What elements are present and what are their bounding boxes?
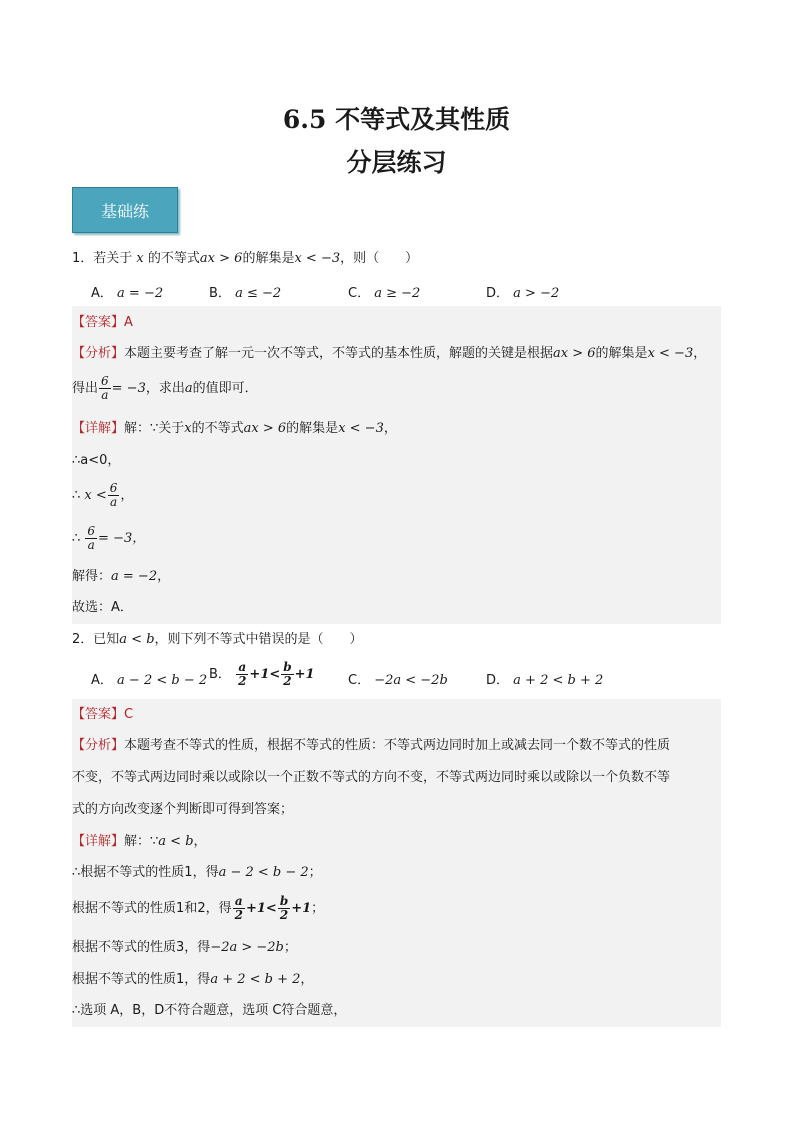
q1-step-2: ∴a<0， xyxy=(72,453,121,468)
q1-step-6: 故选：A． xyxy=(72,600,133,615)
section-label-basic: 基础练 xyxy=(72,187,178,233)
q2-analysis-line2: 不变，不等式两边同时乘以或除以一个正数不等式的方向不变，不等式两边同时乘以或除以一个负数不等 xyxy=(72,770,671,785)
q2-option-b: B． $\frac{a}{2}$ +1< $\frac{b}{2}$ +1 xyxy=(209,660,315,688)
q2-step-4: 根据不等式的性质3，得−2a > −2b； xyxy=(72,940,297,955)
question-1-stem: 1．若关于 x 的不等式ax > 6的解集是x < −3，则（ ） xyxy=(72,251,419,266)
q2-step-3: 根据不等式的性质1和2，得 $\frac{a}{2}$ +1< $\frac{b}{2}$ +1； xyxy=(72,894,325,922)
fraction-6-over-a: $\frac{6}{a}$ xyxy=(101,374,109,402)
page-title: 6.5 不等式及其性质 xyxy=(282,105,511,134)
q1-option-a: A． a = −2 xyxy=(91,286,164,301)
q1-step-4: ∴ $\frac{6}{a}$ = −3， xyxy=(72,524,146,552)
q2-option-a: A． a − 2 < b − 2 xyxy=(91,673,208,688)
question-2-stem: 2．已知a < b，则下列不等式中错误的是（ ） xyxy=(72,632,363,647)
page-subtitle: 分层练习 xyxy=(346,148,447,177)
q1-option-b: B． a ≤ −2 xyxy=(209,286,282,301)
q2-step-5: 根据不等式的性质1，得a + 2 < b + 2， xyxy=(72,972,314,987)
q1-step-5: 解得：a = −2， xyxy=(72,569,171,584)
q1-analysis-line2: 得出 $\frac{6}{a}$ = −3，求出a的值即可． xyxy=(72,374,258,402)
q2-step-2: ∴根据不等式的性质1，得a − 2 < b − 2； xyxy=(72,865,322,880)
q1-detail-line1: 【详解】解：∵关于x的不等式ax > 6的解集是x < −3， xyxy=(72,421,397,436)
q1-option-c: C． a ≥ −2 xyxy=(348,286,421,301)
q2-option-c: C． −2a < −2b xyxy=(348,673,448,688)
q2-analysis-line3: 式的方向改变逐个判断即可得到答案； xyxy=(72,802,294,817)
q2-detail-line1: 【详解】解：∵a < b， xyxy=(72,834,207,849)
q1-analysis-line1: 【分析】本题主要考查了解一元一次不等式，不等式的基本性质，解题的关键是根据ax > 6的解集是x < −3， xyxy=(72,346,707,361)
q1-step-3: ∴ x < $\frac{6}{a}$ ， xyxy=(72,481,134,509)
q2-step-6: ∴选项 A，B，D不符合题意，选项 C符合题意， xyxy=(72,1003,347,1018)
q2-analysis-line1: 【分析】本题考查不等式的性质，根据不等式的性质：不等式两边同时加上或减去同一个数不等式的性质 xyxy=(72,738,671,753)
q1-option-d: D． a > −2 xyxy=(486,286,560,301)
q1-answer: 【答案】A xyxy=(72,315,133,330)
q2-option-d: D． a + 2 < b + 2 xyxy=(486,673,604,688)
q2-answer: 【答案】C xyxy=(72,707,134,722)
